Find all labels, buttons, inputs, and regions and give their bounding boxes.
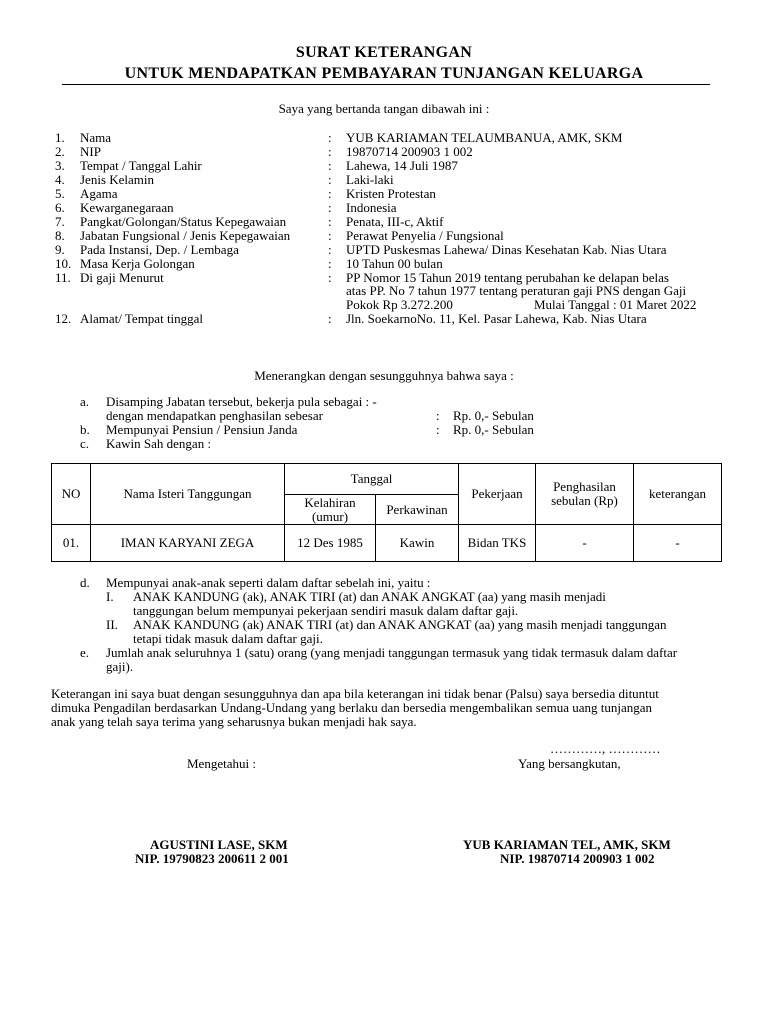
field-number: 11. — [55, 270, 71, 285]
field-label: Di gaji Menurut — [80, 270, 164, 285]
field-value: YUB KARIAMAN TELAUMBANUA, AMK, SKM — [346, 130, 623, 145]
field-separator: : — [328, 214, 332, 229]
statement-text: Menerangkan dengan sesungguhnya bahwa saya : — [254, 368, 514, 383]
closing-line3: anak yang telah saya terima yang seharusnya bukan menjadi hak saya. — [51, 714, 417, 729]
document-title: SURAT KETERANGAN — [295, 44, 473, 61]
cell-income: - — [536, 525, 634, 562]
field-label: Agama — [80, 186, 118, 201]
field-separator: : — [328, 242, 332, 257]
field-value: Perawat Penyelia / Fungsional — [346, 228, 504, 243]
field-row-agency — [0, 243, 768, 257]
header-birth: Kelahiran (umur) — [285, 495, 376, 525]
field-separator: : — [328, 158, 332, 173]
field-separator: : — [328, 200, 332, 215]
item-i-line1: ANAK KANDUNG (ak), ANAK TIRI (at) dan ANAK ANGKAT (aa) yang masih menjadi — [133, 589, 606, 604]
start-date-text: Mulai Tanggal : 01 Maret 2022 — [534, 297, 697, 312]
field-number: 6. — [55, 200, 65, 215]
field-row-citizenship — [0, 201, 768, 215]
item-a-line1: Disamping Jabatan tersebut, bekerja pula sebagai : - — [106, 394, 377, 409]
field-separator: : — [328, 144, 332, 159]
cell-marriage: Kawin — [376, 525, 459, 562]
item-letter: b. — [80, 422, 90, 437]
basic-salary-text: Pokok Rp 3.272.200 — [346, 297, 453, 312]
item-e-line1: Jumlah anak seluruhnya 1 (satu) orang (yang menjadi tanggungan termasuk yang tidak termasuk dalam daftar — [106, 645, 678, 660]
header-remarks: keterangan — [634, 464, 722, 525]
field-separator: : — [328, 186, 332, 201]
acknowledged-label: Mengetahui : — [187, 756, 256, 771]
field-row-service-period — [0, 257, 768, 271]
field-number: 7. — [55, 214, 65, 229]
item-letter: a. — [80, 394, 90, 409]
left-signatory-nip: NIP. 19790823 200611 2 001 — [135, 851, 289, 866]
left-signatory-name: AGUSTINI LASE, SKM — [150, 837, 288, 852]
field-number: 1. — [55, 130, 65, 145]
field-number: 9. — [55, 242, 65, 257]
item-b-value: Rp. 0,- Sebulan — [453, 422, 534, 437]
cell-occupation: Bidan TKS — [459, 525, 536, 562]
field-label: Jabatan Fungsional / Jenis Kepegawaian — [80, 228, 291, 243]
field-value: Kristen Protestan — [346, 186, 436, 201]
item-c-text: Kawin Sah dengan : — [106, 436, 212, 451]
field-value: 10 Tahun 00 bulan — [346, 256, 443, 271]
field-row-nip — [0, 145, 768, 159]
field-value: Laki-laki — [346, 172, 394, 187]
field-value-continuation: atas PP. No 7 tahun 1977 tentang peraturan gaji PNS dengan Gaji — [346, 283, 687, 298]
field-separator: : — [328, 172, 332, 187]
header-date: Tanggal — [285, 464, 459, 495]
field-separator: : — [328, 130, 332, 145]
field-label: Kewarganegaraan — [80, 200, 174, 215]
field-value: UPTD Puskesmas Lahewa/ Dinas Kesehatan Kab. Nias Utara — [346, 242, 667, 257]
signer-label: Yang bersangkutan, — [518, 756, 621, 771]
cell-birth: 12 Des 1985 — [285, 525, 376, 562]
field-value: PP Nomor 15 Tahun 2019 tentang perubahan ke delapan belas — [346, 270, 669, 285]
place-date-placeholder: …………, ………… — [550, 741, 661, 756]
field-value: Penata, III-c, Aktif — [346, 214, 444, 229]
field-label: Nama — [80, 130, 112, 145]
field-row-nama — [0, 131, 768, 145]
item-a-separator: : — [436, 408, 440, 423]
field-label: Pangkat/Golongan/Status Kepegawaian — [80, 214, 287, 229]
field-number: 5. — [55, 186, 65, 201]
header-marriage: Perkawinan — [376, 495, 459, 525]
cell-spouse-name: IMAN KARYANI ZEGA — [91, 525, 285, 562]
field-separator: : — [328, 256, 332, 271]
header-spouse-name: Nama Isteri Tanggungan — [91, 464, 285, 525]
field-value: 19870714 200903 1 002 — [346, 144, 473, 159]
field-label: Masa Kerja Golongan — [80, 256, 195, 271]
field-separator: : — [328, 228, 332, 243]
header-income: Penghasilan sebulan (Rp) — [536, 464, 634, 525]
field-value: Jln. SoekarnoNo. 11, Kel. Pasar Lahewa, Kab. Nias Utara — [346, 311, 647, 326]
item-a-value: Rp. 0,- Sebulan — [453, 408, 534, 423]
field-number: 12. — [55, 311, 72, 326]
right-signatory-name: YUB KARIAMAN TEL, AMK, SKM — [463, 837, 671, 852]
table-row — [52, 525, 722, 562]
spouse-table — [51, 463, 722, 562]
intro-text: Saya yang bertanda tangan dibawah ini : — [278, 101, 490, 116]
field-number: 2. — [55, 144, 65, 159]
item-letter: d. — [80, 575, 90, 590]
field-row-position — [0, 229, 768, 243]
field-row-birth — [0, 159, 768, 173]
item-ii-line2: tetapi tidak masuk dalam daftar gaji. — [133, 631, 323, 646]
item-b-text: Mempunyai Pensiun / Pensiun Janda — [106, 422, 298, 437]
field-label: Alamat/ Tempat tinggal — [80, 311, 204, 326]
field-number: 3. — [55, 158, 65, 173]
item-d-text: Mempunyai anak-anak seperti dalam daftar sebelah ini, yaitu : — [106, 575, 431, 590]
field-row-address — [0, 312, 768, 326]
field-number: 8. — [55, 228, 65, 243]
right-signatory-nip: NIP. 19870714 200903 1 002 — [500, 851, 655, 866]
item-ii-line1: ANAK KANDUNG (ak) ANAK TIRI (at) dan ANAK ANGKAT (aa) yang masih menjadi tanggungan — [133, 617, 667, 632]
field-label: Pada Instansi, Dep. / Lembaga — [80, 242, 239, 257]
item-b-separator: : — [436, 422, 440, 437]
field-number: 4. — [55, 172, 65, 187]
item-letter: e. — [80, 645, 90, 660]
field-label: NIP — [80, 144, 101, 159]
document-subtitle: UNTUK MENDAPATKAN PEMBAYARAN TUNJANGAN KELUARGA — [124, 65, 644, 82]
field-label: Jenis Kelamin — [80, 172, 155, 187]
item-e-line2: gaji). — [106, 659, 134, 674]
field-row-gender — [0, 173, 768, 187]
field-separator: : — [328, 311, 332, 326]
field-row-rank — [0, 215, 768, 229]
header-occupation: Pekerjaan — [459, 464, 536, 525]
item-roman: I. — [106, 589, 114, 604]
header-no: NO — [52, 464, 91, 525]
cell-remarks: - — [634, 525, 722, 562]
cell-no: 01. — [52, 525, 91, 562]
closing-line2: dimuka Pengadilan berdasarkan Undang-Undang yang berlaku dan bersedia mengembalikan semua uang tunjangan — [51, 700, 653, 715]
item-letter: c. — [80, 436, 90, 451]
item-roman: II. — [106, 617, 118, 632]
field-label: Tempat / Tanggal Lahir — [80, 158, 202, 173]
closing-line1: Keterangan ini saya buat dengan sesungguhnya dan apa bila keterangan ini tidak benar (Palsu) saya bersedia dituntut — [51, 686, 659, 701]
field-row-religion — [0, 187, 768, 201]
item-i-line2: tanggungan belum mempunyai pekerjaan sendiri masuk dalam daftar gaji. — [133, 603, 519, 618]
item-a-line2: dengan mendapatkan penghasilan sebesar — [106, 408, 323, 423]
field-separator: : — [328, 270, 332, 285]
field-value: Indonesia — [346, 200, 397, 215]
field-number: 10. — [55, 256, 72, 271]
field-value: Lahewa, 14 Juli 1987 — [346, 158, 458, 173]
title-underline — [62, 84, 710, 85]
